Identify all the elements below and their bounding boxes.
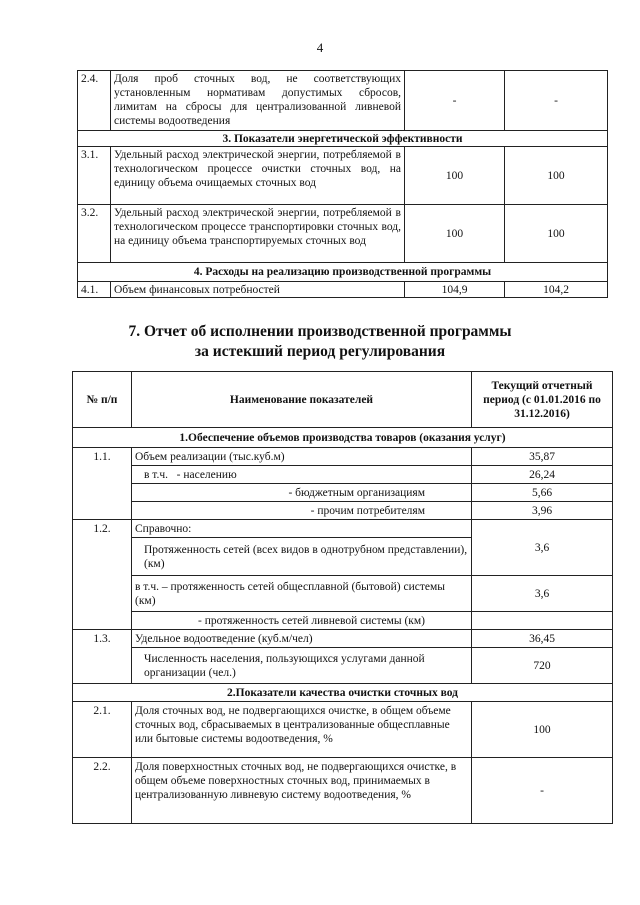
row-number: 1.1. — [73, 448, 132, 520]
report-table — [72, 371, 613, 824]
row-value: 36,45 — [472, 630, 613, 648]
section-row — [78, 131, 608, 147]
row-text: Удельный расход электрической энергии, потребляемой в технологическом процессе транспортировки сточных вод, на единицу объема транспортируемых сточных вод — [111, 205, 405, 263]
row-value: 100 — [505, 205, 608, 263]
row-text: Удельное водоотведение (куб.м/чел) — [132, 630, 472, 648]
row-value: 3,6 — [472, 576, 613, 612]
row-value: 35,87 — [472, 448, 613, 466]
efficiency-table — [77, 70, 608, 298]
table-row — [73, 520, 613, 538]
table-row — [73, 648, 613, 684]
table-row — [73, 448, 613, 466]
row-value: 3,96 — [472, 502, 613, 520]
row-value: - — [472, 758, 613, 824]
row-value: 104,9 — [405, 282, 505, 298]
section-title: 4. Расходы на реализацию производственной программы — [78, 263, 608, 282]
section-row — [73, 428, 613, 448]
heading-line: за истекший период регулирования — [194, 343, 446, 360]
table-row — [73, 484, 613, 502]
header-period: Текущий отчетный период (с 01.01.2016 по 31.12.2016) — [472, 372, 613, 428]
row-value: 720 — [472, 648, 613, 684]
row-number: 1.3. — [73, 630, 132, 684]
row-number: 2.1. — [73, 702, 132, 758]
row-value: 100 — [472, 702, 613, 758]
row-text: - прочим потребителям — [132, 502, 472, 520]
header-name: Наименование показателей — [132, 372, 472, 428]
table-row — [73, 758, 613, 824]
header-number: № п/п — [73, 372, 132, 428]
table-row — [73, 466, 613, 484]
table-row — [73, 702, 613, 758]
row-number: 3.1. — [78, 147, 111, 205]
row-text: Численность населения, пользующихся услугами данной организации (чел.) — [132, 648, 472, 684]
row-subtext: - населению — [176, 468, 237, 481]
table-row — [73, 576, 613, 612]
row-number: 3.2. — [78, 205, 111, 263]
row-text: Объем реализации (тыс.куб.м) — [132, 448, 472, 466]
section-title: 1.Обеспечение объемов производства товаров (оказания услуг) — [73, 428, 613, 448]
row-value: 104,2 — [505, 282, 608, 298]
section-row — [78, 263, 608, 282]
row-value: 26,24 — [472, 466, 613, 484]
row-value: 100 — [405, 147, 505, 205]
row-value: 3,6 — [472, 520, 613, 576]
row-value — [472, 612, 613, 630]
row-text: - бюджетным организациям — [132, 484, 472, 502]
section-row — [73, 684, 613, 702]
row-value: 5,66 — [472, 484, 613, 502]
table-row — [78, 205, 608, 263]
heading-line: 7. Отчет об исполнении производственной программы — [128, 323, 512, 340]
row-prefix: в т.ч. — [144, 468, 168, 481]
row-text: Протяженность сетей (всех видов в однотрубном представлении), (км) — [132, 538, 472, 576]
row-number: 4.1. — [78, 282, 111, 298]
row-text: Объем финансовых потребностей — [111, 282, 405, 298]
row-text: Удельный расход электрической энергии, потребляемой в технологическом процессе очистки сточных вод, на единицу объема очищаемых сточных вод — [111, 147, 405, 205]
row-value: 100 — [505, 147, 608, 205]
table-row — [73, 612, 613, 630]
row-text: Доля сточных вод, не подвергающихся очистке, в общем объеме сточных вод, сбрасываемых в централизованные общесплавные или бытовые системы водоотведения, % — [132, 702, 472, 758]
table-row — [73, 630, 613, 648]
row-text: - протяженность сетей ливневой системы (км) — [132, 612, 472, 630]
table-row — [73, 502, 613, 520]
row-value: 100 — [405, 205, 505, 263]
row-value: - — [405, 71, 505, 131]
row-number: 2.4. — [78, 71, 111, 131]
page-number: 4 — [316, 40, 324, 55]
section-title: 3. Показатели энергетической эффективности — [78, 131, 608, 147]
header-row — [73, 372, 613, 428]
table-row — [78, 282, 608, 298]
row-number: 2.2. — [73, 758, 132, 824]
row-text: Справочно: — [132, 520, 472, 538]
row-text — [132, 466, 472, 484]
row-number: 1.2. — [73, 520, 132, 630]
row-value: - — [505, 71, 608, 131]
section-title: 2.Показатели качества очистки сточных вод — [73, 684, 613, 702]
row-text: Доля поверхностных сточных вод, не подвергающихся очистке, в общем объеме поверхностных сточных вод, принимаемых в централизованную ливневую систему водоотведения, % — [132, 758, 472, 824]
row-text: в т.ч. – протяженность сетей общесплавной (бытовой) системы (км) — [132, 576, 472, 612]
table-row — [78, 71, 608, 131]
section-heading — [0, 322, 640, 362]
table-row — [78, 147, 608, 205]
row-text: Доля проб сточных вод, не соответствующих установленным нормативам допустимых сбросов, лимитам на сбросы для централизованной ливневой системы водоотведения — [111, 71, 405, 131]
